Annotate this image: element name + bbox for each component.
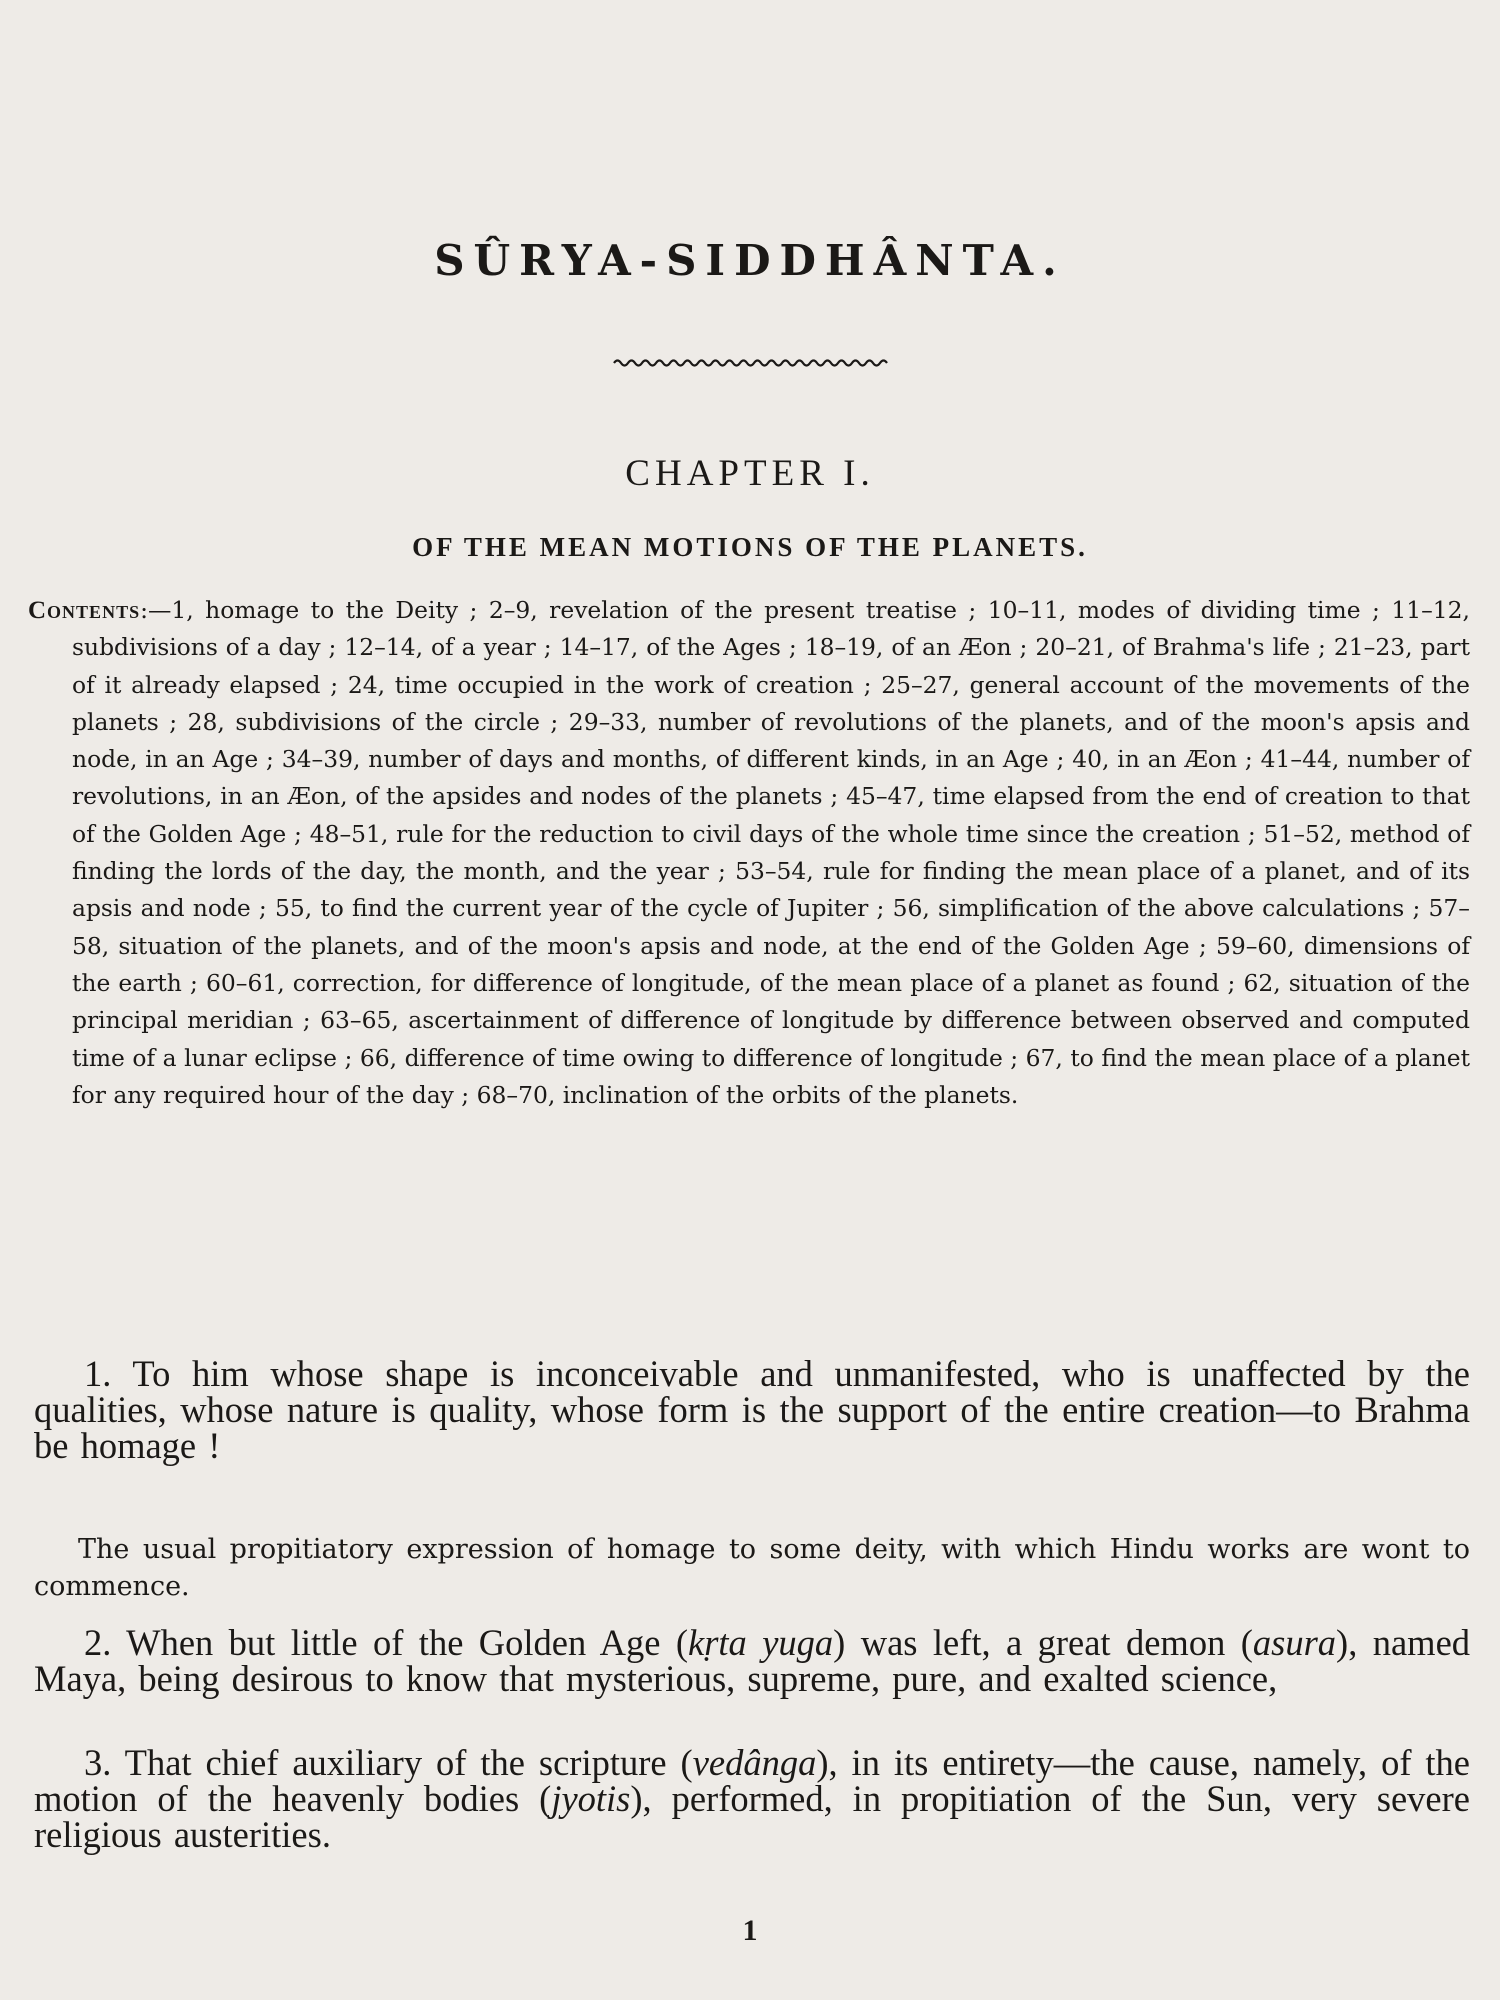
book-title: SÛRYA-SIDDHÂNTA. xyxy=(434,236,1066,285)
verse-3-text: ), performed, in propitiation of the Sun, very severe religious austerities. xyxy=(34,1778,1470,1855)
chapter-title: CHAPTER I. xyxy=(625,453,875,494)
contents-separator: :— xyxy=(140,596,172,624)
verse-2-text: 2. When but little of the Golden Age ( xyxy=(84,1622,688,1663)
contents-label: Contents xyxy=(28,597,141,624)
verse-2-term: kṛta yuga xyxy=(688,1622,834,1663)
wavy-rule-ornament xyxy=(612,356,888,370)
verse-1: 1. To him whose shape is inconceivable and unmanifested, who is unaffected by the qualities, whose nature is quality, whose form is the support of the entire creation—to Brahma be homage ! xyxy=(34,1353,1470,1466)
chapter-subtitle: OF THE MEAN MOTIONS OF THE PLANETS. xyxy=(412,532,1088,562)
page-number: 1 xyxy=(742,1914,758,1947)
verse-3 xyxy=(34,1742,1470,1855)
verse-3-text: 3. That chief auxiliary of the scripture ( xyxy=(84,1742,693,1783)
commentary-1: The usual propitiatory expression of homage to some deity, with which Hindu works are wont to commence. xyxy=(34,1534,1470,1602)
chapter-contents xyxy=(28,592,1470,1114)
verse-2-text: ) was left, a great demon ( xyxy=(833,1622,1253,1663)
verse-2 xyxy=(34,1622,1471,1699)
verse-2-term: asura xyxy=(1252,1622,1337,1663)
verse-3-term: vedânga xyxy=(692,1742,817,1783)
verse-3-text: ), in its entirety—the cause, namely, of the motion of the heavenly bodies ( xyxy=(34,1742,1470,1819)
verse-2-text: ), named Maya, being desirous to know that mysterious, supreme, pure, and exalted science, xyxy=(34,1622,1471,1699)
contents-text: 1, homage to the Deity ; 2–9, revelation of the present treatise ; 10–11, modes of dividing time ; 11–12, subdivisions of a day ; 12–14, of a year ; 14–17, of the Ages ; 18–19, of an Æon ; 20–21, of Brahma's life ; 21–23, part of it already elapsed ; 24, time occupied in the work of creation ; 25–27, general account of the movements of the planets ; 28, subdivisions of the circle ; 29–33, number of revolutions of the planets, and of the moon's apsis and node, in an Age ; 34–39, number of days and months, of different kinds, in an Age ; 40, in an Æon ; 41–44, number of revolutions, in an Æon, of the apsides and nodes of the planets ; 45–47, time elapsed from the end of creation to that of the Golden Age ; 48–51, rule for the reduction to civil days of the whole time since the creation ; 51–52, method of finding the lords of the day, the month, and the year ; 53–54, rule for finding the mean place of a planet, and of its apsis and node ; 55, to find the current year of the cycle of Jupiter ; 56, simplification of the above calculations ; 57–58, situation of the planets, and of the moon's apsis and node, at the end of the Golden Age ; 59–60, dimensions of the earth ; 60–61, correction, for difference of longitude, of the mean place of a planet as found ; 62, situation of the principal meridian ; 63–65, ascertainment of difference of longitude by difference between observed and computed time of a lunar eclipse ; 66, difference of time owing to difference of longitude ; 67, to find the mean place of a planet for any required hour of the day ; 68–70, inclination of the orbits of the planets. xyxy=(72,596,1470,1109)
verse-3-term: jyotis xyxy=(551,1778,631,1819)
